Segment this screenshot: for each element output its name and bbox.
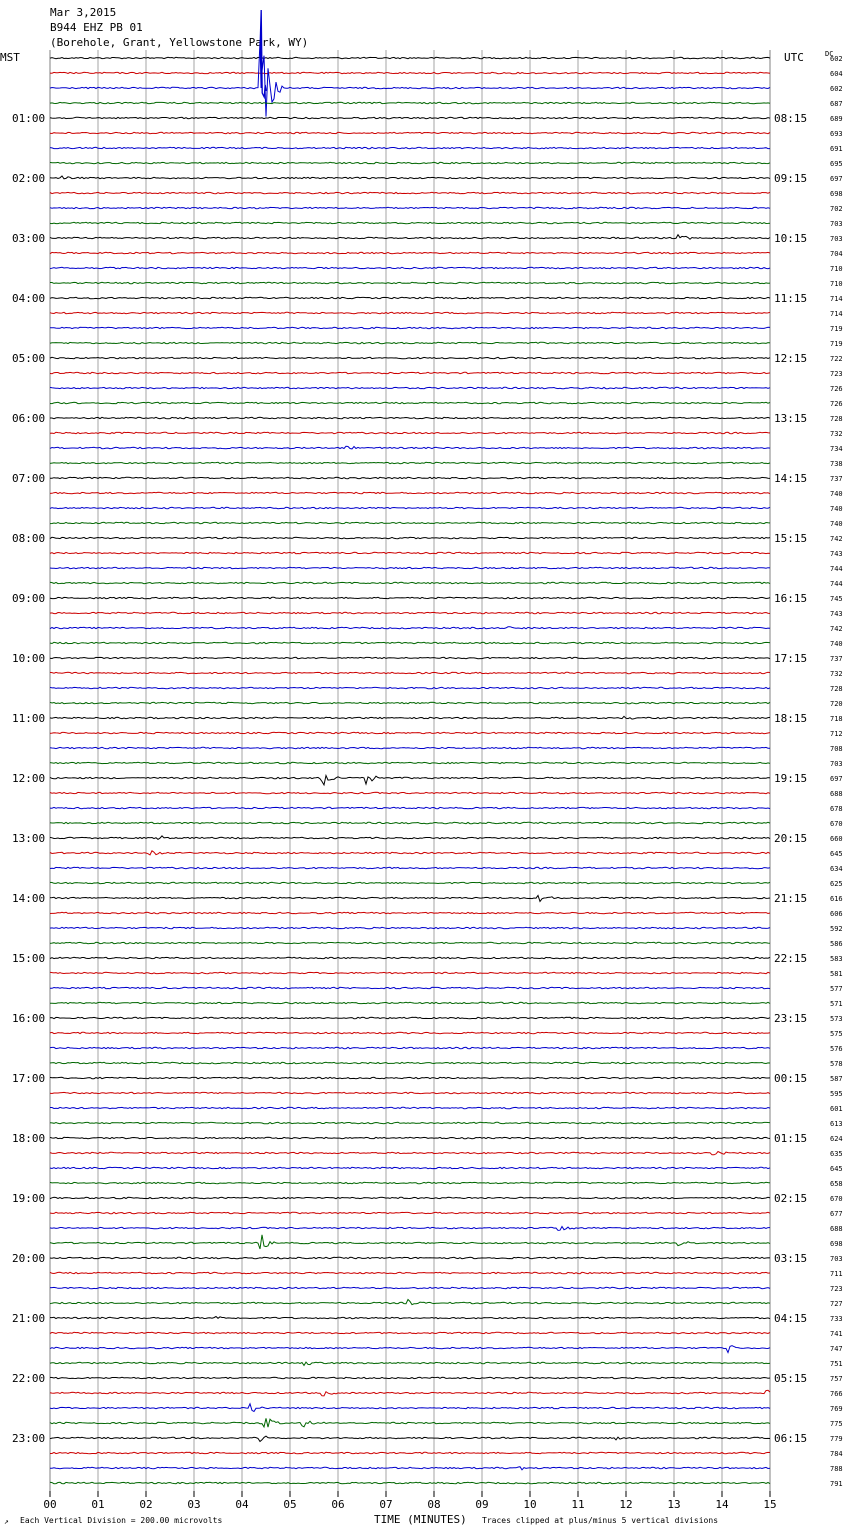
dc-offset-label: 784 — [830, 1450, 843, 1458]
dc-offset-label: 766 — [830, 1390, 843, 1398]
utc-hour-label: 00:15 — [774, 1072, 808, 1085]
utc-hour-label: 15:15 — [774, 532, 808, 545]
seismic-trace — [50, 1452, 770, 1453]
mst-hour-label: 21:00 — [12, 1312, 46, 1325]
dc-offset-label: 719 — [830, 325, 843, 333]
seismic-trace — [50, 1107, 770, 1108]
dc-offset-label: 697 — [830, 175, 843, 183]
dc-offset-label: 703 — [830, 235, 843, 243]
left-timezone-label: MST — [0, 51, 20, 64]
dc-offset-label: 573 — [830, 1015, 843, 1023]
mst-hour-label: 08:00 — [12, 532, 46, 545]
dc-offset-label: 714 — [830, 295, 843, 303]
seismic-trace — [50, 312, 770, 313]
scale-note: Each Vertical Division = 200.00 microvolts — [20, 1516, 223, 1525]
mst-hour-label: 02:00 — [12, 172, 46, 185]
seismic-trace — [50, 1197, 770, 1198]
x-tick-label: 15 — [763, 1498, 777, 1511]
dc-offset-label: 613 — [830, 1120, 843, 1128]
utc-hour-label: 02:15 — [774, 1192, 808, 1205]
dc-offset-label: 720 — [830, 700, 843, 708]
dc-offset-label: 726 — [830, 400, 843, 408]
seismic-trace — [50, 402, 770, 403]
seismic-trace — [50, 1482, 770, 1483]
seismic-trace — [50, 1092, 770, 1093]
x-tick-label: 08 — [427, 1498, 441, 1511]
seismic-trace — [50, 582, 770, 583]
utc-hour-label: 03:15 — [774, 1252, 808, 1265]
seismic-trace — [50, 1418, 770, 1427]
seismic-trace — [50, 1346, 770, 1353]
dc-offset-label: 788 — [830, 1465, 843, 1473]
dc-offset-label: 728 — [830, 415, 843, 423]
seismic-trace — [50, 1272, 770, 1273]
dc-offset-label: 723 — [830, 370, 843, 378]
seismic-trace — [50, 987, 770, 988]
dc-offset-label: 718 — [830, 715, 843, 723]
seismic-trace — [50, 267, 770, 268]
mst-hour-label: 03:00 — [12, 232, 46, 245]
seismic-trace — [50, 1332, 770, 1333]
dc-offset-label: 601 — [830, 1105, 843, 1113]
seismic-trace — [50, 57, 770, 58]
seismic-trace — [50, 1182, 770, 1183]
dc-offset-label: 658 — [830, 1180, 843, 1188]
dc-offset-label: 740 — [830, 505, 843, 513]
dc-offset-label: 698 — [830, 190, 843, 198]
dc-offset-label: 703 — [830, 220, 843, 228]
seismic-trace — [50, 867, 770, 868]
seismic-trace — [50, 942, 770, 943]
dc-offset-label: 704 — [830, 250, 843, 258]
dc-offset-label: 719 — [830, 340, 843, 348]
dc-offset-label: 743 — [830, 610, 843, 618]
dc-offset-label: 740 — [830, 490, 843, 498]
seismic-trace — [50, 41, 770, 116]
trace-group — [50, 10, 770, 1484]
seismic-trace — [50, 235, 770, 240]
dc-offset-label: 687 — [830, 100, 843, 108]
mst-hour-label: 07:00 — [12, 472, 46, 485]
utc-hour-label: 01:15 — [774, 1132, 808, 1145]
seismic-trace — [50, 1377, 770, 1378]
seismic-trace — [50, 446, 770, 449]
seismic-trace — [50, 1436, 770, 1441]
dc-offset-label: 747 — [830, 1345, 843, 1353]
seismic-trace — [50, 836, 770, 840]
seismic-trace — [50, 732, 770, 733]
x-tick-label: 04 — [235, 1498, 249, 1511]
dc-offset-label: 775 — [830, 1420, 843, 1428]
dc-offset-label: 769 — [830, 1405, 843, 1413]
dc-offset-label: 732 — [830, 670, 843, 678]
utc-hour-label: 17:15 — [774, 652, 808, 665]
mst-hour-label: 01:00 — [12, 112, 46, 125]
utc-hour-label: 18:15 — [774, 712, 808, 725]
dc-offset-label: 740 — [830, 520, 843, 528]
dc-offset-label: 734 — [830, 445, 843, 453]
mst-hour-label: 17:00 — [12, 1072, 46, 1085]
station-label: B944 EHZ PB 01 — [50, 21, 143, 34]
date-label: Mar 3,2015 — [50, 6, 117, 19]
mst-hour-label: 10:00 — [12, 652, 46, 665]
dc-offset-label: 645 — [830, 1165, 843, 1173]
dc-offset-label: 581 — [830, 970, 843, 978]
x-tick-label: 11 — [571, 1498, 585, 1511]
seismic-trace — [50, 1300, 770, 1305]
utc-hour-label: 21:15 — [774, 892, 808, 905]
seismic-trace — [50, 162, 770, 163]
seismic-trace — [50, 642, 770, 643]
dc-offset-label: 791 — [830, 1480, 843, 1488]
dc-offset-label: 645 — [830, 850, 843, 858]
x-tick-label: 12 — [619, 1498, 633, 1511]
dc-offset-label: 726 — [830, 385, 843, 393]
utc-hour-label: 20:15 — [774, 832, 808, 845]
seismic-trace — [50, 672, 770, 673]
seismic-trace — [50, 387, 770, 388]
x-tick-label: 06 — [331, 1498, 345, 1511]
seismic-trace — [50, 762, 770, 763]
utc-hour-label: 10:15 — [774, 232, 808, 245]
mst-hour-label: 05:00 — [12, 352, 46, 365]
dc-offset-label: 779 — [830, 1435, 843, 1443]
seismic-trace — [50, 222, 770, 223]
seismic-trace — [50, 1227, 770, 1231]
dc-offset-label: 576 — [830, 1045, 843, 1053]
dc-offset-label: 744 — [830, 580, 843, 588]
seismic-trace — [50, 882, 770, 883]
mst-hour-label: 23:00 — [12, 1432, 46, 1445]
dc-offset-label: 742 — [830, 625, 843, 633]
x-tick-label: 07 — [379, 1498, 393, 1511]
seismic-trace — [50, 537, 770, 538]
utc-hour-label: 14:15 — [774, 472, 808, 485]
utc-hour-label: 22:15 — [774, 952, 808, 965]
seismic-trace — [50, 357, 770, 358]
dc-offset-label: 728 — [830, 685, 843, 693]
seismic-trace — [50, 1077, 770, 1078]
dc-offset-label: 751 — [830, 1360, 843, 1368]
dc-offset-label: 660 — [830, 835, 843, 843]
dc-offset-label: 712 — [830, 730, 843, 738]
dc-offset-label: 698 — [830, 1240, 843, 1248]
seismic-trace — [50, 792, 770, 793]
mst-hour-label: 12:00 — [12, 772, 46, 785]
seismic-trace — [50, 822, 770, 823]
dc-offset-label: 732 — [830, 430, 843, 438]
seismic-trace — [50, 1032, 770, 1033]
dc-offset-label: 757 — [830, 1375, 843, 1383]
seismic-trace — [50, 1152, 770, 1155]
seismic-trace — [50, 477, 770, 478]
seismic-trace — [50, 1467, 770, 1470]
seismic-trace — [50, 597, 770, 598]
seismic-trace — [50, 1017, 770, 1018]
seismic-trace — [50, 1122, 770, 1123]
x-tick-label: 00 — [43, 1498, 57, 1511]
utc-hour-label: 04:15 — [774, 1312, 808, 1325]
dc-offset-label: 670 — [830, 820, 843, 828]
utc-hour-label: 11:15 — [774, 292, 808, 305]
dc-offset-label: 625 — [830, 880, 843, 888]
seismic-trace — [50, 192, 770, 193]
utc-hour-label: 08:15 — [774, 112, 808, 125]
dc-offset-label: 691 — [830, 145, 843, 153]
dc-offset-label: 745 — [830, 595, 843, 603]
x-tick-label: 09 — [475, 1498, 489, 1511]
dc-offset-label: 670 — [830, 1195, 843, 1203]
seismic-trace — [50, 912, 770, 913]
seismic-trace — [50, 176, 770, 179]
mst-hour-label: 20:00 — [12, 1252, 46, 1265]
seismic-trace — [50, 297, 770, 298]
dc-offset-label: 744 — [830, 565, 843, 573]
seismic-trace — [50, 1212, 770, 1213]
dc-offset-label: 586 — [830, 940, 843, 948]
dc-offset-label: 703 — [830, 1255, 843, 1263]
dc-offset-label: 602 — [830, 85, 843, 93]
dc-offset-label: 723 — [830, 1285, 843, 1293]
clip-note: Traces clipped at plus/minus 5 vertical divisions — [482, 1516, 719, 1525]
mst-hour-label: 14:00 — [12, 892, 46, 905]
dc-offset-label: 703 — [830, 760, 843, 768]
dc-offset-label: 571 — [830, 1000, 843, 1008]
mst-hour-label: 15:00 — [12, 952, 46, 965]
dc-offset-label: 688 — [830, 790, 843, 798]
mst-hour-label: 11:00 — [12, 712, 46, 725]
dc-offset-label: 714 — [830, 310, 843, 318]
dc-offset-label: 737 — [830, 475, 843, 483]
x-tick-label: 05 — [283, 1498, 297, 1511]
mst-hour-labels — [12, 112, 45, 1445]
seismic-trace — [50, 627, 770, 629]
seismic-trace — [50, 1287, 770, 1288]
dc-offset-label: 634 — [830, 865, 843, 873]
dc-offset-label: 702 — [830, 205, 843, 213]
dc-offset-label: 635 — [830, 1150, 843, 1158]
seismic-trace — [50, 552, 770, 553]
mst-hour-label: 19:00 — [12, 1192, 46, 1205]
seismic-trace — [50, 747, 770, 748]
seismic-trace — [50, 1062, 770, 1063]
seismic-trace — [50, 807, 770, 808]
dc-offset-label: 678 — [830, 805, 843, 813]
seismic-trace — [50, 972, 770, 973]
dc-offset-label: 742 — [830, 535, 843, 543]
utc-hour-label: 19:15 — [774, 772, 808, 785]
seismic-trace — [50, 1390, 770, 1396]
dc-offset-label: 592 — [830, 925, 843, 933]
dc-offset-label: 693 — [830, 130, 843, 138]
seismic-trace — [50, 342, 770, 343]
utc-hour-labels — [774, 112, 807, 1445]
seismic-trace — [50, 1167, 770, 1168]
seismic-trace — [50, 657, 770, 658]
seismic-trace — [50, 687, 770, 688]
dc-offset-labels — [830, 55, 843, 1488]
seismic-trace — [50, 716, 770, 719]
dc-offset-label: 578 — [830, 1060, 843, 1068]
dc-offset-label: 738 — [830, 460, 843, 468]
mst-hour-label: 06:00 — [12, 412, 46, 425]
seismic-trace — [50, 927, 770, 928]
x-tick-label: 14 — [715, 1498, 729, 1511]
dc-offset-label: 606 — [830, 910, 843, 918]
seismic-trace — [50, 507, 770, 508]
seismic-trace — [50, 1404, 770, 1412]
utc-hour-label: 12:15 — [774, 352, 808, 365]
dc-offset-label: 688 — [830, 1225, 843, 1233]
seismic-trace — [50, 1257, 770, 1258]
mst-hour-label: 09:00 — [12, 592, 46, 605]
x-tick-label: 02 — [139, 1498, 153, 1511]
seismic-trace — [50, 117, 770, 118]
dc-offset-label: 604 — [830, 70, 843, 78]
mst-hour-label: 18:00 — [12, 1132, 46, 1145]
seismic-trace — [50, 1002, 770, 1003]
dc-offset-label: 733 — [830, 1315, 843, 1323]
seismic-trace — [50, 776, 770, 785]
dc-offset-label: 743 — [830, 550, 843, 558]
utc-hour-label: 13:15 — [774, 412, 808, 425]
dc-offset-label: 616 — [830, 895, 843, 903]
seismic-trace — [50, 72, 770, 73]
x-tick-label: 13 — [667, 1498, 681, 1511]
utc-hour-label: 06:15 — [774, 1432, 808, 1445]
seismic-trace — [50, 282, 770, 283]
dc-offset-label: 677 — [830, 1210, 843, 1218]
seismic-trace — [50, 1137, 770, 1138]
scale-marker-icon: ↗ — [4, 1517, 9, 1526]
dc-offset-label: 737 — [830, 655, 843, 663]
seismic-trace — [50, 417, 770, 418]
x-axis-ticks — [43, 1491, 776, 1511]
dc-offset-label: 587 — [830, 1075, 843, 1083]
mst-hour-label: 16:00 — [12, 1012, 46, 1025]
x-tick-label: 01 — [91, 1498, 105, 1511]
x-axis-title: TIME (MINUTES) — [374, 1513, 467, 1526]
seismic-trace — [50, 327, 770, 328]
dc-offset-label: 602 — [830, 55, 843, 63]
dc-header-label: DC — [825, 50, 834, 58]
right-timezone-label: UTC — [784, 51, 804, 64]
time-gridlines — [50, 50, 770, 1491]
seismic-trace — [50, 1317, 770, 1319]
dc-offset-label: 741 — [830, 1330, 843, 1338]
dc-offset-label: 727 — [830, 1300, 843, 1308]
seismic-trace — [50, 567, 770, 568]
mst-hour-label: 22:00 — [12, 1372, 46, 1385]
dc-offset-label: 697 — [830, 775, 843, 783]
seismic-trace — [50, 612, 770, 613]
seismic-trace — [50, 702, 770, 703]
utc-hour-label: 05:15 — [774, 1372, 808, 1385]
dc-offset-label: 595 — [830, 1090, 843, 1098]
utc-hour-label: 23:15 — [774, 1012, 808, 1025]
location-label: (Borehole, Grant, Yellowstone Park, WY) — [50, 36, 309, 49]
dc-offset-label: 624 — [830, 1135, 843, 1143]
seismic-trace — [50, 207, 770, 208]
dc-offset-label: 583 — [830, 955, 843, 963]
seismic-trace — [50, 147, 770, 148]
seismic-trace — [50, 132, 770, 133]
dc-offset-label: 577 — [830, 985, 843, 993]
seismic-trace — [50, 432, 770, 433]
dc-offset-label: 710 — [830, 280, 843, 288]
seismic-trace — [50, 1047, 770, 1048]
dc-offset-label: 740 — [830, 640, 843, 648]
seismic-trace — [50, 462, 770, 463]
seismic-trace — [50, 522, 770, 523]
x-tick-label: 03 — [187, 1498, 201, 1511]
dc-offset-label: 695 — [830, 160, 843, 168]
seismic-trace — [50, 102, 770, 103]
dc-offset-label: 689 — [830, 115, 843, 123]
seismic-trace — [50, 896, 770, 902]
utc-hour-label: 16:15 — [774, 592, 808, 605]
dc-offset-label: 575 — [830, 1030, 843, 1038]
seismic-trace — [50, 372, 770, 373]
seismic-trace — [50, 252, 770, 253]
seismic-trace — [50, 1362, 770, 1365]
dc-offset-label: 710 — [830, 265, 843, 273]
x-tick-label: 10 — [523, 1498, 537, 1511]
dc-offset-label: 722 — [830, 355, 843, 363]
seismic-trace — [50, 851, 770, 855]
seismic-trace — [50, 492, 770, 493]
mst-hour-label: 13:00 — [12, 832, 46, 845]
dc-offset-label: 708 — [830, 745, 843, 753]
dc-offset-label: 711 — [830, 1270, 843, 1278]
mst-hour-label: 04:00 — [12, 292, 46, 305]
seismic-trace — [50, 1235, 770, 1249]
seismic-trace — [50, 957, 770, 958]
utc-hour-label: 09:15 — [774, 172, 808, 185]
